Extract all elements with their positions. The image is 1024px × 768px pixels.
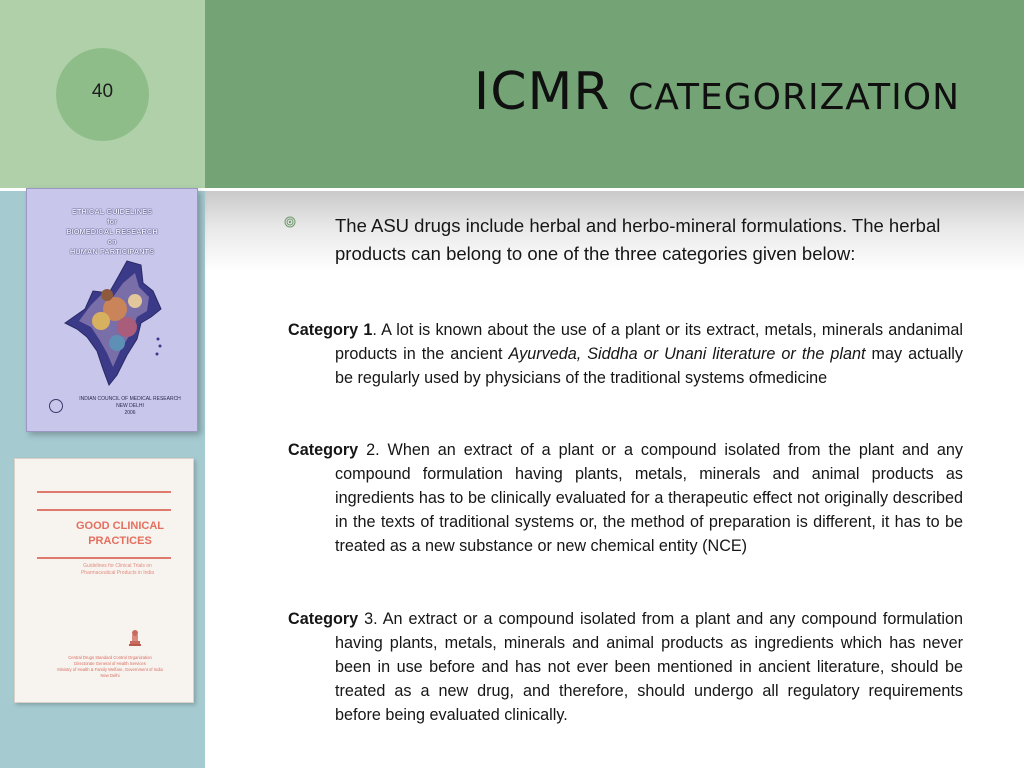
category-1-label: Category <box>288 321 359 339</box>
category-3-paragraph <box>288 607 963 727</box>
cover2-subtitle: Guidelines for Clinical Trials on Pharmaceutical Products in India <box>80 563 155 576</box>
category-2-text: . When an extract of a plant or a compound isolated from the plant and any compound formulation having plants, metals, minerals and animal products as ingredients has to be clinically evaluated for a therapeutic effect not originally described in the texts of traditional systems or, the method of preparation is different, it has to be treated as a new substance or new chemical entity (NCE) <box>335 441 963 555</box>
category-3-number: 3 <box>358 610 374 628</box>
cover2-publisher: Central Drugs Standard Control Organization Directorate General of Health Services Ministry of Health & Family Welfare, Government of India New Delhi <box>57 655 163 678</box>
category-2-number: 2 <box>358 441 376 459</box>
intro-text: The ASU drugs include herbal and herbo-mineral formulations. The herbal products can belong to one of the three categories given below: <box>335 215 941 264</box>
category-2-paragraph <box>288 438 963 558</box>
circle-bullet-icon <box>284 216 296 228</box>
slide-number: 40 <box>91 80 114 102</box>
india-map-graphic <box>57 251 167 391</box>
icmr-logo-icon <box>49 399 63 413</box>
cover2-title: GOOD CLINICAL PRACTICES <box>76 520 164 547</box>
category-3-text: . An extract or a compound isolated from a plant and any compound formulation having plants, metals, minerals and animal products as ingredients which has never been in use before and has not ever been mentioned in ancient literature, should be treated as a new drug, and therefore, should undergo all regulatory requirements before being evaluated clinically. <box>335 610 963 724</box>
category-1-italic-text: Ayurveda, Siddha or Unani literature or the plant <box>508 345 866 363</box>
category-3-label: Category <box>288 610 359 628</box>
category-1-paragraph <box>288 318 963 390</box>
icmr-guidelines-cover-image <box>26 188 198 432</box>
cover2-rule <box>37 491 171 493</box>
cover1-title: ETHICAL GUIDELINES for BIOMEDICAL RESEARCH on HUMAN PARTICIPANTS <box>66 207 158 256</box>
cover1-org: INDIAN COUNCIL OF MEDICAL RESEARCH NEW DELHI 2006 <box>79 396 181 416</box>
gcp-guidelines-cover-image <box>14 458 194 703</box>
slide-title-main: ICMR <box>473 62 611 122</box>
slide-title <box>474 62 960 122</box>
category-1-text: . A lot is known about the use of a plant or its extract, metals, minerals andanimal products in the ancient <box>335 321 963 363</box>
category-2-label: Category <box>288 441 359 459</box>
category-1-text-end: may actually be regularly used by physicians of the traditional systems ofmedicine <box>335 345 963 387</box>
slide-title-rest: categorization <box>628 62 960 122</box>
cover2-rule <box>37 557 171 559</box>
cover2-rule <box>37 509 171 511</box>
national-emblem-icon <box>127 629 143 649</box>
category-1-number: 1 <box>358 321 373 339</box>
slide-number-badge <box>56 48 149 141</box>
